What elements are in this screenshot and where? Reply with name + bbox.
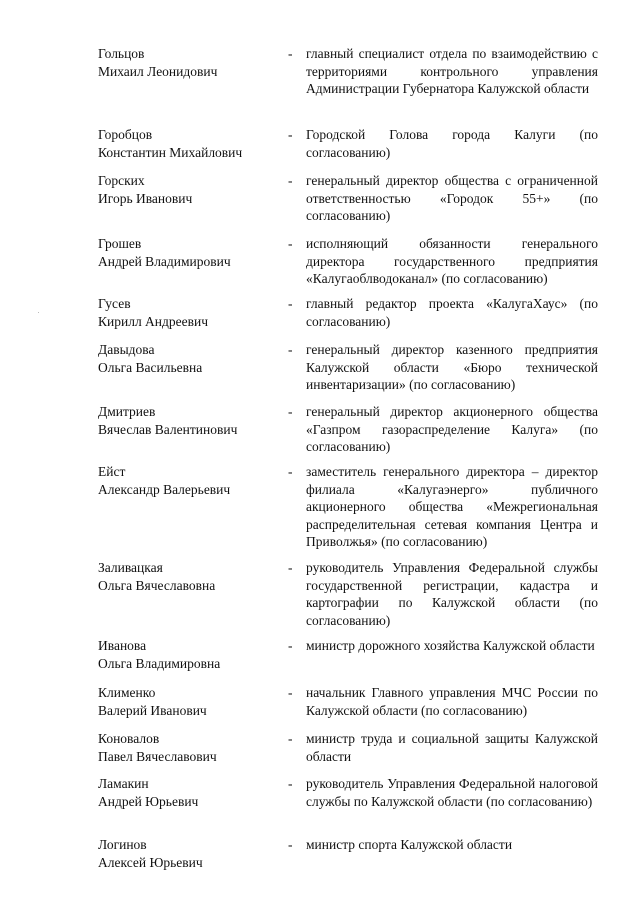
- dash-separator: -: [288, 404, 293, 419]
- dash-separator: -: [288, 173, 293, 188]
- member-given-names: Игорь Иванович: [98, 190, 193, 206]
- member-name: [98, 684, 278, 719]
- dash-separator: -: [288, 776, 293, 791]
- dash-separator: -: [288, 296, 293, 311]
- dash-separator: -: [288, 560, 293, 575]
- member-position: главный редактор проекта «КалугаХаус» (по согласованию): [306, 296, 598, 329]
- member-surname: Логинов: [98, 837, 147, 852]
- member-name: [98, 559, 278, 594]
- dash-separator: -: [288, 837, 293, 852]
- member-surname: Заливацкая: [98, 560, 163, 575]
- member-name: [98, 637, 278, 672]
- dash-separator: -: [288, 638, 293, 653]
- member-given-names: Ольга Вячеславовна: [98, 577, 216, 593]
- dash-separator: -: [288, 342, 293, 357]
- member-position: генеральный директор казенного предприятия Калужской области «Бюро технической инвентаризации» (по согласованию): [306, 342, 598, 392]
- member-surname: Ейст: [98, 464, 126, 479]
- member-name: [98, 235, 278, 270]
- member-given-names: Александр Валерьевич: [98, 481, 231, 497]
- member-surname: Гусев: [98, 296, 131, 311]
- member-surname: Грошев: [98, 236, 142, 251]
- member-name: [98, 126, 278, 161]
- member-name: [98, 463, 278, 498]
- member-surname: Коновалов: [98, 731, 160, 746]
- member-name: [98, 295, 278, 330]
- member-surname: Клименко: [98, 685, 156, 700]
- member-position: руководитель Управления Федеральной службы государственной регистрации, кадастра и картографии по Калужской области (по согласованию): [306, 560, 598, 628]
- member-position: генеральный директор общества с ограниченной ответственностью «Городок 55+» (по согласованию): [306, 173, 598, 223]
- member-name: [98, 836, 278, 871]
- member-given-names: Андрей Владимирович: [98, 253, 231, 269]
- member-surname: Ламакин: [98, 776, 149, 791]
- member-position: министр спорта Калужской области: [306, 837, 513, 852]
- member-given-names: Ольга Васильевна: [98, 359, 203, 375]
- dash-separator: -: [288, 127, 293, 142]
- dash-separator: -: [288, 236, 293, 251]
- member-position: начальник Главного управления МЧС России по Калужской области (по согласованию): [306, 685, 598, 718]
- member-position: Городской Голова города Калуги (по согласованию): [306, 127, 598, 160]
- member-name: [98, 45, 278, 80]
- member-position: генеральный директор акционерного общества «Газпром газораспределение Калуга» (по согласованию): [306, 404, 598, 454]
- member-name: [98, 341, 278, 376]
- member-surname: Гольцов: [98, 46, 145, 61]
- member-position: министр дорожного хозяйства Калужской области: [306, 638, 595, 653]
- member-name: [98, 730, 278, 765]
- member-name: [98, 172, 278, 207]
- member-position: руководитель Управления Федеральной налоговой службы по Калужской области (по согласованию): [306, 776, 598, 809]
- member-surname: Горских: [98, 173, 145, 188]
- member-given-names: Алексей Юрьевич: [98, 854, 203, 870]
- member-position: исполняющий обязанности генерального директора государственного предприятия «Калугаоблводоканал» (по согласованию): [306, 236, 598, 286]
- member-name: [98, 775, 278, 810]
- member-given-names: Михаил Леонидович: [98, 63, 218, 79]
- member-given-names: Вячеслав Валентинович: [98, 421, 238, 437]
- member-position: главный специалист отдела по взаимодействию с территориями контрольного управления Администрации Губернатора Калужской области: [306, 46, 598, 96]
- member-given-names: Валерий Иванович: [98, 702, 207, 718]
- member-surname: Иванова: [98, 638, 147, 653]
- member-surname: Дмитриев: [98, 404, 156, 419]
- dash-separator: -: [288, 685, 293, 700]
- member-given-names: Кирилл Андреевич: [98, 313, 209, 329]
- scan-speck: [38, 312, 39, 313]
- member-position: министр труда и социальной защиты Калужской области: [306, 731, 598, 764]
- member-surname: Горобцов: [98, 127, 153, 142]
- member-given-names: Павел Вячеславович: [98, 748, 217, 764]
- dash-separator: -: [288, 731, 293, 746]
- member-given-names: Ольга Владимировна: [98, 655, 221, 671]
- dash-separator: -: [288, 464, 293, 479]
- member-name: [98, 403, 278, 438]
- member-surname: Давыдова: [98, 342, 155, 357]
- member-given-names: Андрей Юрьевич: [98, 793, 199, 809]
- dash-separator: -: [288, 46, 293, 61]
- member-position: заместитель генерального директора – директор филиала «Калугаэнерго» публичного акционерного общества «Межрегиональная распределительная сетевая компания Центра и Приволжья» (по согласованию): [306, 464, 598, 549]
- member-given-names: Константин Михайлович: [98, 144, 243, 160]
